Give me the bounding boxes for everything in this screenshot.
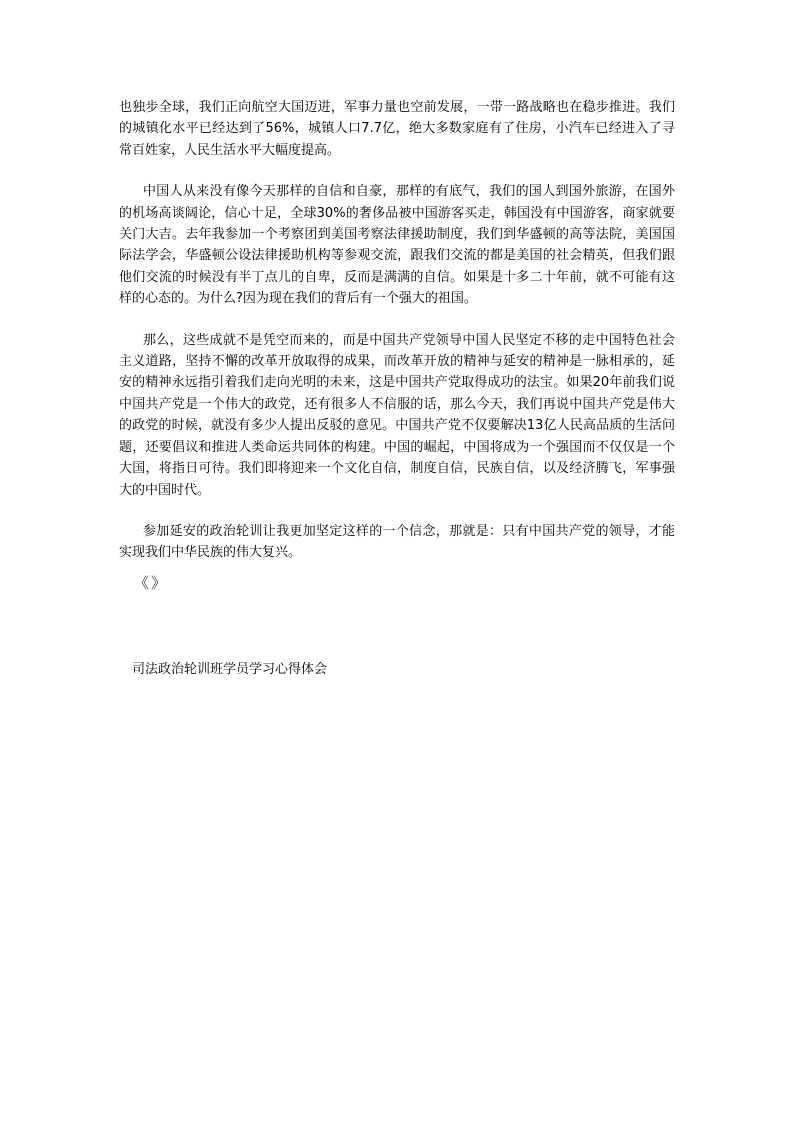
paragraph-2: 中国人从来没有像今天那样的自信和自豪，那样的有底气，我们的国人到国外旅游，在国外的机场高谈阔论，信心十足，全球30%的奢侈品被中国游客买走，韩国没有中国游客，商家就要关门大吉。去年我参加一个考察团到美国考察法律援助制度，我们到华盛顿的高等法院，美国国际法学会，华盛顿公设法律援助机构等参观交流，跟我们交流的都是美国的社会精英，但我们跟他们交流的时候没有半丁点儿的自卑，反而是满满的自信。如果是十多二十年前，就不可能有这样的心态的。为什么?因为现在我们的背后有一个强大的祖国。: [119, 184, 675, 307]
paragraph-4: 参加延安的政治轮训让我更加坚定这样的一个信念，那就是：只有中国共产党的领导，才能实现我们中华民族的伟大复兴。: [119, 523, 675, 561]
book-title-marks: 《》: [134, 574, 169, 592]
paragraph-1: 也独步全球，我们正向航空大国迈进，军事力量也空前发展，一带一路战略也在稳步推进。我们的城镇化水平已经达到了56%，城镇人口7.7亿，绝大多数家庭有了住房，小汽车已经进入了寻常百姓家，人民生活水平大幅度提高。: [119, 100, 675, 158]
footer-title: 司法政治轮训班学员学习心得体会: [132, 662, 328, 677]
document-body: [119, 97, 675, 584]
paragraph-3: 那么，这些成就不是凭空而来的，而是中国共产党领导中国人民坚定不移的走中国特色社会主义道路，坚持不懈的改革开放取得的成果，而改革开放的精神与延安的精神是一脉相承的，延安的精神永远指引着我们走向光明的未来，这是中国共产党取得成功的法宝。如果20年前我们说中国共产党是一个伟大的政党，还有很多人不信服的话，那么今天，我们再说中国共产党是伟大的政党的时候，就没有多少人提出反驳的意见。中国共产党不仅要解决13亿人民高品质的生活问题，还要倡议和推进人类命运共同体的构建。中国的崛起，中国将成为一个强国而不仅仅是一个大国，将指日可待。我们即将迎来一个文化自信，制度自信，民族自信，以及经济腾飞，军事强大的中国时代。: [119, 332, 675, 498]
